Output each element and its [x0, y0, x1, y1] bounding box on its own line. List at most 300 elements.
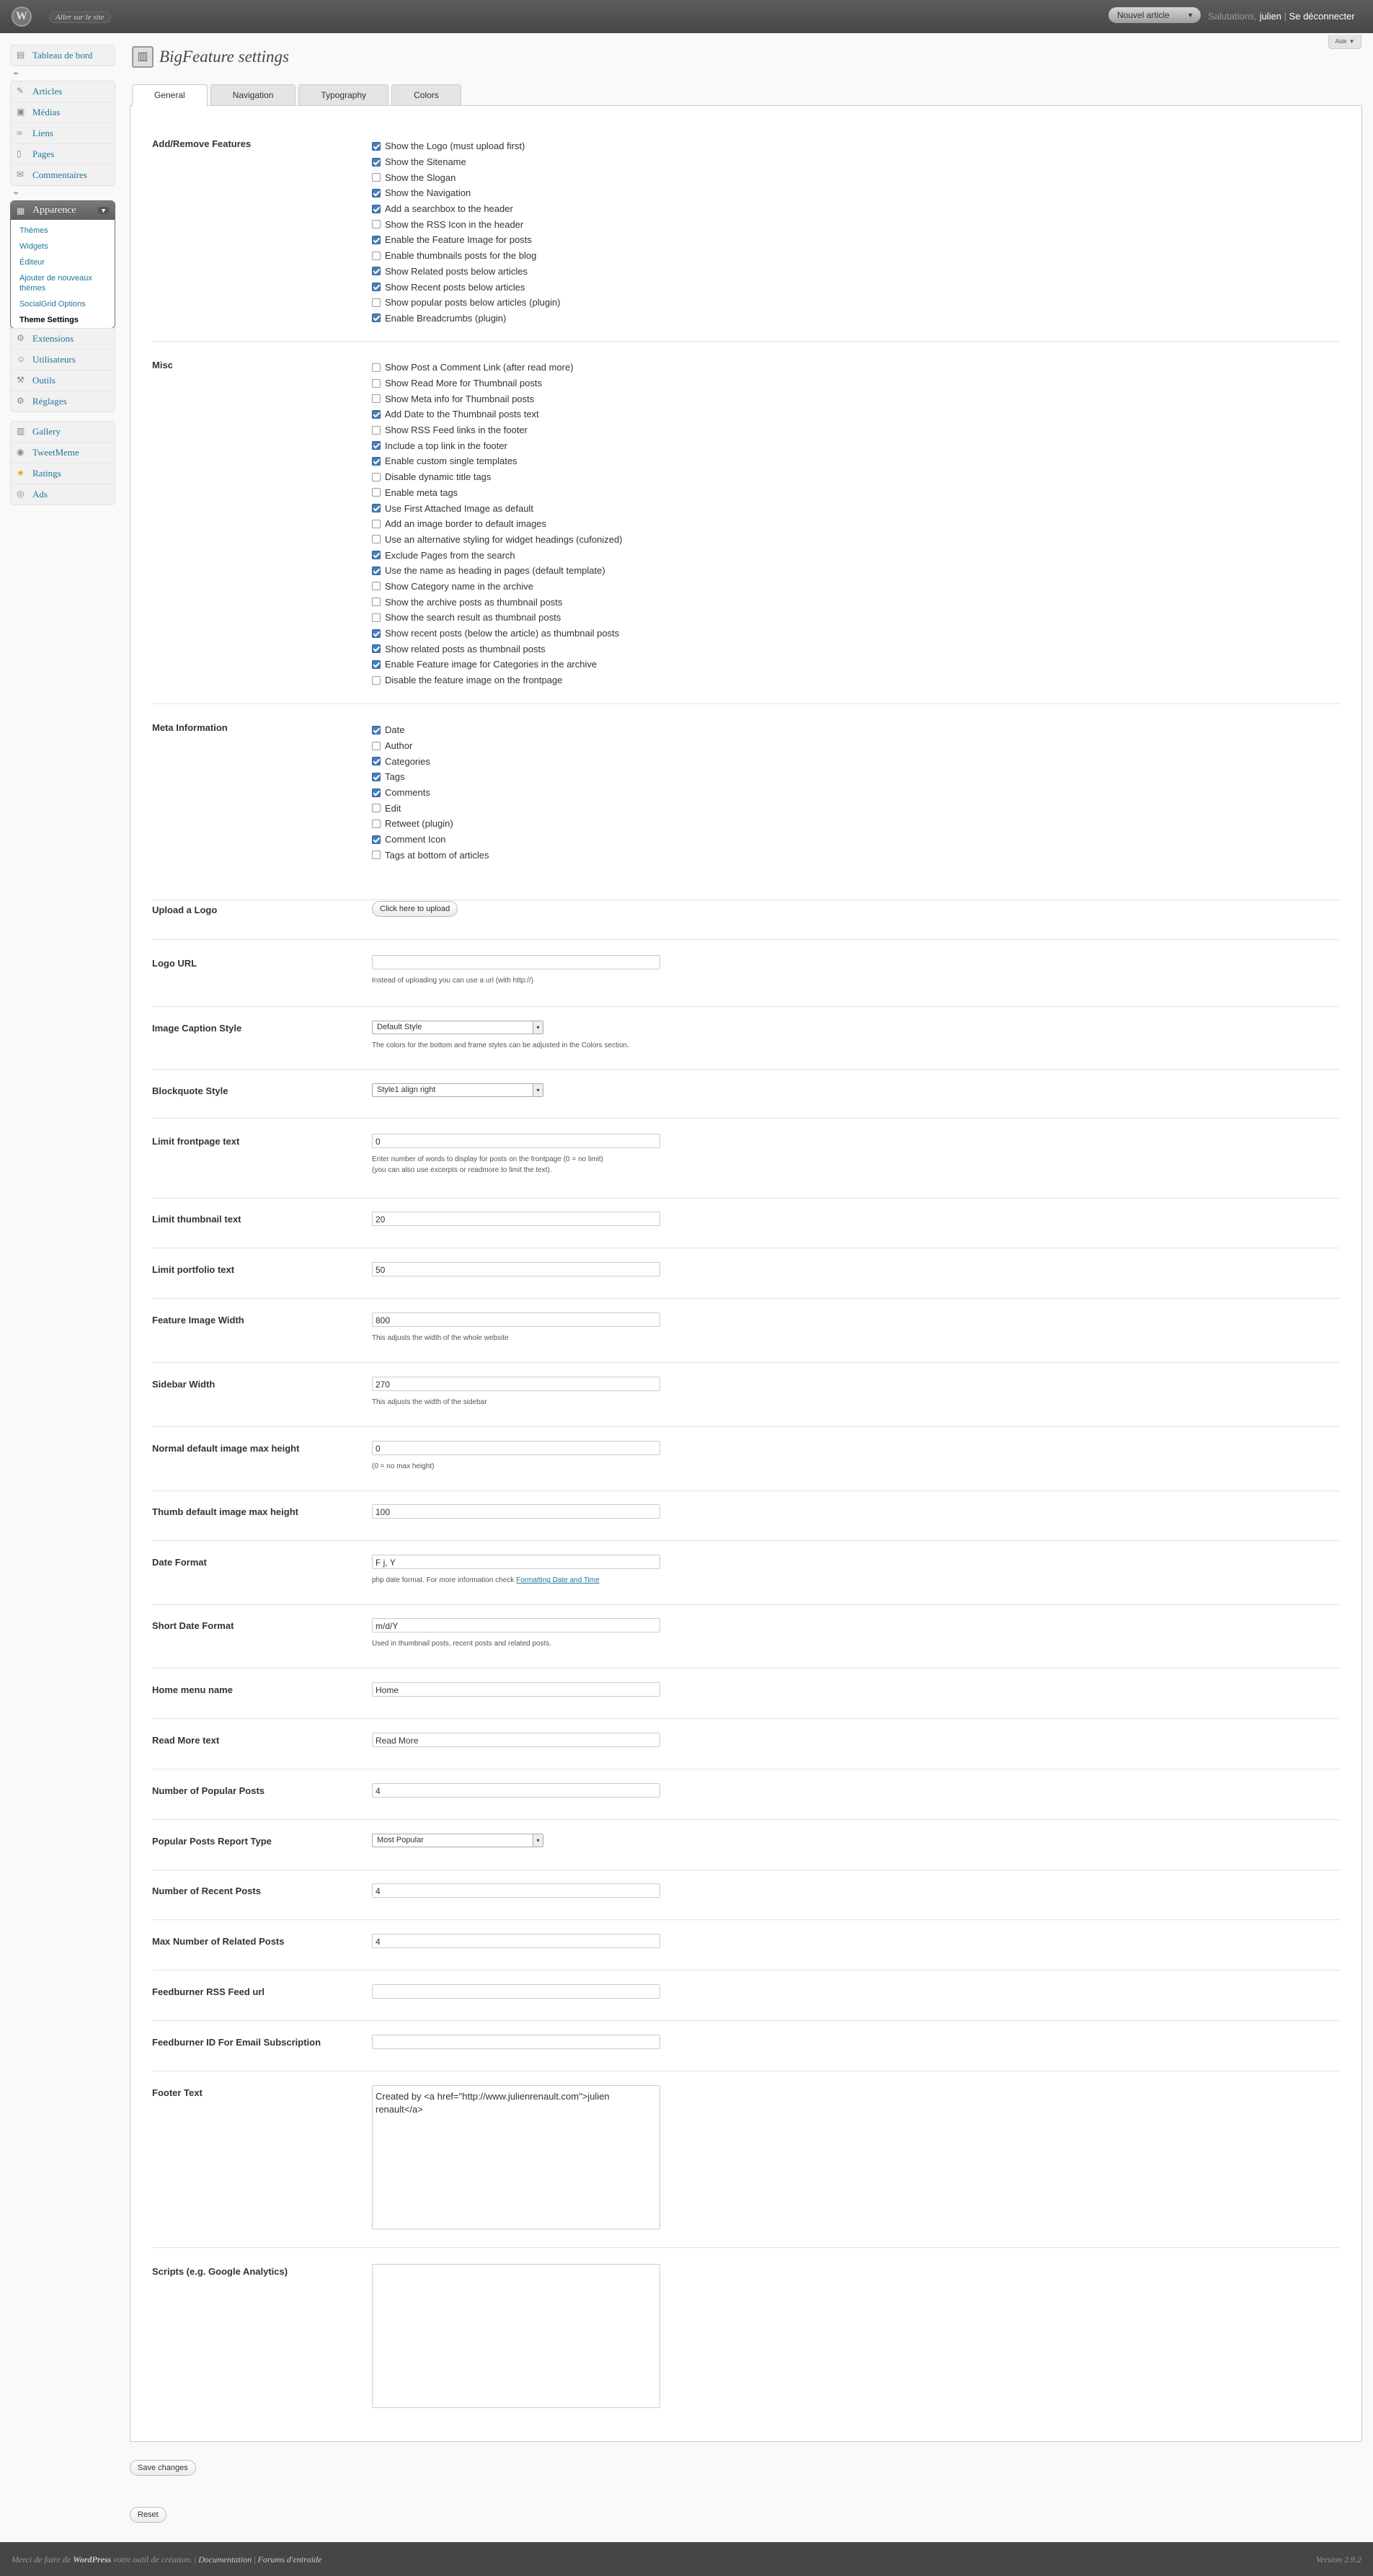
checkbox-list	[372, 360, 623, 688]
menu-item-label: Médias	[32, 107, 61, 117]
limit-thumbnail-input[interactable]: 20	[372, 1212, 660, 1226]
checkbox-option[interactable]	[372, 201, 561, 217]
menu-item-label: Tableau de bord	[32, 50, 93, 61]
checkbox-option[interactable]	[372, 438, 623, 453]
checkbox-checked[interactable]	[372, 189, 381, 197]
menu-group-content	[10, 81, 115, 186]
section-label: Sidebar Width	[152, 1379, 215, 1390]
menu-item-dashboard[interactable]	[11, 45, 115, 66]
checkbox-option[interactable]	[372, 547, 623, 563]
caption-style-help: The colors for the bottom and frame styles can be adjusted in the Colors section.	[372, 1041, 629, 1049]
checkbox-option[interactable]	[372, 626, 623, 641]
section-logo-url	[152, 958, 1340, 1007]
caption-style-select[interactable]	[372, 1021, 543, 1034]
dashboard-icon: ▤	[17, 50, 25, 60]
reset-button[interactable]: Reset	[130, 2507, 166, 2523]
section-feedburner-id	[152, 2037, 1340, 2071]
checkbox-label: Show popular posts below articles (plugin)	[385, 297, 561, 308]
checkbox-option[interactable]	[372, 453, 623, 469]
recent-count-input[interactable]: 4	[372, 1883, 660, 1898]
checkbox-checked[interactable]	[372, 757, 381, 765]
section-label: Thumb default image max height	[152, 1506, 298, 1517]
submenu-item-theme-settings[interactable]: Theme Settings	[19, 316, 79, 324]
tab-typography[interactable]: Typography	[298, 84, 388, 106]
menu-item-label: Utilisateurs	[32, 354, 76, 365]
section-limit-thumbnail-text	[152, 1214, 1340, 1248]
section-label: Feedburner ID For Email Subscription	[152, 2037, 321, 2048]
checkbox-checked[interactable]	[372, 726, 381, 734]
checkbox-option[interactable]	[372, 185, 561, 201]
checkbox-checked[interactable]	[372, 629, 381, 638]
save-changes-button[interactable]: Save changes	[130, 2460, 196, 2476]
checkbox-checked[interactable]	[372, 236, 381, 244]
admin-footer	[0, 2542, 1373, 2576]
checkbox-option[interactable]	[372, 264, 561, 280]
blockquote-style-value: Style1 align right	[377, 1085, 436, 1094]
submenu-item-socialgrid[interactable]: SocialGrid Options	[19, 300, 86, 308]
menu-item-settings[interactable]	[11, 391, 115, 412]
menu-item-tweetmeme[interactable]	[11, 442, 115, 463]
wordpress-logo-icon[interactable]: W	[12, 6, 32, 27]
submenu-item-add-themes[interactable]: Ajouter de nouveaux thèmes	[19, 274, 92, 293]
checkbox-label: Author	[385, 740, 413, 752]
checkbox-label: Show Related posts below articles	[385, 265, 528, 277]
checkbox-label: Tags at bottom of articles	[385, 849, 489, 861]
limit-portfolio-input[interactable]: 50	[372, 1262, 660, 1276]
checkbox-unchecked[interactable]	[372, 535, 381, 543]
checkbox-option[interactable]	[372, 216, 561, 232]
checkbox-label: Show the RSS Icon in the header	[385, 218, 524, 230]
checkbox-unchecked[interactable]	[372, 742, 381, 750]
checkbox-option[interactable]	[372, 516, 623, 532]
checkbox-unchecked[interactable]	[372, 298, 381, 307]
menu-group-plugins	[10, 421, 115, 505]
comment-icon: ✉	[17, 169, 25, 179]
menu-item-label: Liens	[32, 128, 53, 138]
link-icon: ∞	[17, 128, 23, 138]
checkbox-label: Show Post a Comment Link (after read more)	[385, 362, 574, 373]
menu-item-plugins[interactable]	[11, 329, 115, 349]
submenu-item-editor[interactable]: Éditeur	[19, 258, 45, 267]
section-popular-posts-count	[152, 1785, 1340, 1820]
popular-report-value: Most Popular	[377, 1836, 424, 1844]
popular-report-select[interactable]	[372, 1834, 543, 1847]
checkbox-option[interactable]	[372, 848, 489, 863]
related-count-input[interactable]: 4	[372, 1934, 660, 1948]
logo-url-input[interactable]	[372, 955, 660, 969]
checkbox-label: Disable dynamic title tags	[385, 471, 492, 483]
limit-frontpage-input[interactable]: 0	[372, 1134, 660, 1148]
checkbox-checked[interactable]	[372, 835, 381, 844]
visit-site-link[interactable]: Aller sur le site	[49, 12, 111, 23]
checkbox-unchecked[interactable]	[372, 850, 381, 859]
page-title: BigFeature settings	[159, 48, 289, 66]
new-post-button[interactable]	[1108, 7, 1201, 23]
media-icon: ▣	[17, 107, 25, 117]
section-label: Popular Posts Report Type	[152, 1836, 272, 1847]
checkbox-label: Show Recent posts below articles	[385, 281, 525, 293]
checkbox-option[interactable]	[372, 816, 489, 832]
checkbox-unchecked[interactable]	[372, 676, 381, 685]
menu-item-gallery[interactable]	[11, 422, 115, 442]
section-read-more-text	[152, 1735, 1340, 1769]
section-label: Misc	[152, 360, 173, 370]
checkbox-option[interactable]	[372, 785, 489, 801]
checkbox-unchecked[interactable]	[372, 473, 381, 481]
section-home-menu-name	[152, 1684, 1340, 1719]
new-post-label: Nouvel article	[1117, 10, 1170, 20]
checkbox-label: Retweet (plugin)	[385, 818, 453, 830]
checkbox-checked[interactable]	[372, 142, 381, 151]
read-more-input[interactable]: Read More	[372, 1733, 660, 1747]
checkbox-unchecked[interactable]	[372, 379, 381, 388]
section-label: Feedburner RSS Feed url	[152, 1986, 265, 1997]
menu-item-label: Réglages	[32, 396, 67, 407]
menu-item-label: Articles	[32, 86, 63, 97]
forums-link[interactable]: Forums d'entraide	[257, 2554, 322, 2564]
checkbox-label: Add a searchbox to the header	[385, 203, 513, 215]
star-icon: ★	[17, 468, 25, 478]
menu-item-label: Gallery	[32, 426, 61, 437]
submenu-item-widgets[interactable]: Widgets	[19, 242, 48, 251]
separator: |	[1284, 11, 1287, 22]
checkbox-option[interactable]	[372, 422, 623, 438]
checkbox-label: Categories	[385, 755, 430, 767]
section-label: Limit thumbnail text	[152, 1214, 241, 1225]
checkbox-label: Enable meta tags	[385, 487, 458, 498]
section-label: Meta Information	[152, 722, 228, 733]
checkbox-label: Use First Attached Image as default	[385, 502, 533, 514]
checkbox-unchecked[interactable]	[372, 173, 381, 182]
section-meta-information	[152, 722, 1340, 900]
date-format-input[interactable]: F j, Y	[372, 1555, 660, 1569]
checkbox-label: Enable the Feature Image for posts	[385, 234, 532, 246]
checkbox-option[interactable]	[372, 672, 623, 688]
menu-item-comments[interactable]	[11, 164, 115, 185]
checkbox-checked[interactable]	[372, 660, 381, 669]
menu-item-tools[interactable]	[11, 370, 115, 391]
help-button[interactable]	[1328, 35, 1361, 49]
menu-item-label: Ads	[32, 489, 48, 499]
checkbox-checked[interactable]	[372, 567, 381, 575]
feedburner-url-input[interactable]	[372, 1984, 660, 1999]
checkbox-checked[interactable]	[372, 551, 381, 559]
section-label: Logo URL	[152, 958, 197, 969]
checkbox-label: Use an alternative styling for widget headings (cufonized)	[385, 533, 623, 545]
chevron-down-icon: ▾	[533, 1834, 543, 1847]
checkbox-option[interactable]	[372, 154, 561, 170]
feedburner-id-input[interactable]	[372, 2035, 660, 2049]
section-label: Read More text	[152, 1735, 220, 1746]
checkbox-label: Enable custom single templates	[385, 456, 517, 467]
checkbox-label: Show Meta info for Thumbnail posts	[385, 393, 535, 404]
section-label: Image Caption Style	[152, 1023, 242, 1034]
section-add-remove-features	[152, 138, 1340, 342]
menu-item-label: Commentaires	[32, 169, 87, 180]
checkbox-option[interactable]	[372, 722, 489, 738]
checkbox-unchecked[interactable]	[372, 363, 381, 372]
section-feedburner-url	[152, 1986, 1340, 2021]
checkbox-label: Edit	[385, 802, 401, 814]
scripts-textarea[interactable]	[372, 2264, 660, 2408]
popular-count-input[interactable]: 4	[372, 1783, 660, 1798]
checkbox-checked[interactable]	[372, 314, 381, 322]
section-label: Footer Text	[152, 2087, 203, 2098]
checkbox-label: Show the search result as thumbnail posts	[385, 612, 561, 623]
section-date-format	[152, 1557, 1340, 1605]
checkbox-option[interactable]	[372, 169, 561, 185]
feature-width-input[interactable]: 800	[372, 1313, 660, 1327]
checkbox-unchecked[interactable]	[372, 598, 381, 606]
checkbox-option[interactable]	[372, 563, 623, 579]
checkbox-unchecked[interactable]	[372, 426, 381, 435]
checkbox-option[interactable]	[372, 753, 489, 769]
section-footer-text	[152, 2087, 1340, 2248]
checkbox-label: Include a top link in the footer	[385, 440, 507, 451]
section-image-caption-style	[152, 1023, 1340, 1070]
section-normal-image-max-height	[152, 1443, 1340, 1491]
checkbox-label: Show recent posts (below the article) as thumbnail posts	[385, 628, 620, 639]
separator: |	[254, 2554, 256, 2564]
version-text: Version 2.9.2	[1316, 2554, 1361, 2564]
checkbox-unchecked[interactable]	[372, 804, 381, 812]
settings-icon: ⚙	[17, 396, 25, 406]
section-upload-logo	[152, 905, 1340, 940]
checkbox-option[interactable]	[372, 469, 623, 485]
checkbox-unchecked[interactable]	[372, 520, 381, 528]
menu-item-ratings[interactable]	[11, 463, 115, 484]
checkbox-label: Show the Sitename	[385, 156, 466, 168]
menu-item-appearance[interactable]	[11, 201, 115, 220]
checkbox-unchecked[interactable]	[372, 613, 381, 622]
checkbox-checked[interactable]	[372, 410, 381, 419]
chevron-down-icon: ▾	[533, 1021, 543, 1034]
checkbox-option[interactable]	[372, 657, 623, 672]
footer-text-textarea[interactable]: Created by <a href="http://www.julienrenault.com">julien renault</a>	[372, 2085, 660, 2229]
checkbox-label: Date	[385, 724, 405, 736]
tab-general[interactable]: General	[132, 84, 208, 107]
section-label: Limit frontpage text	[152, 1136, 240, 1147]
section-misc	[152, 360, 1340, 704]
checkbox-option[interactable]	[372, 532, 623, 548]
checkbox-option[interactable]	[372, 500, 623, 516]
checkbox-option[interactable]	[372, 832, 489, 848]
checkbox-checked[interactable]	[372, 789, 381, 797]
checkbox-option[interactable]	[372, 138, 561, 154]
short-date-input[interactable]: m/d/Y	[372, 1618, 660, 1633]
checkbox-option[interactable]	[372, 407, 623, 422]
footer-credits	[12, 2554, 321, 2565]
sidebar-width-help: This adjusts the width of the sidebar	[372, 1398, 487, 1406]
submenu-item-themes[interactable]: Thèmes	[19, 226, 48, 235]
menu-group-appearance	[10, 200, 115, 329]
checkbox-checked[interactable]	[372, 267, 381, 275]
documentation-link[interactable]: Documentation	[198, 2554, 252, 2564]
greeting-text: Salutations,	[1208, 11, 1257, 22]
wordpress-link[interactable]: WordPress	[73, 2554, 112, 2564]
checkbox-option[interactable]	[372, 279, 561, 295]
limit-frontpage-help	[372, 1154, 660, 1176]
menu-item-label: Outils	[32, 375, 55, 386]
menu-item-links[interactable]	[11, 123, 115, 143]
ads-icon: ◎	[17, 489, 25, 499]
help-line: Enter number of words to display for posts on the frontpage (0 = no limit)	[372, 1155, 603, 1163]
checkbox-unchecked[interactable]	[372, 488, 381, 497]
checkbox-label: Use the name as heading in pages (default template)	[385, 565, 605, 577]
section-label: Number of Recent Posts	[152, 1886, 261, 1896]
footer-prefix: Merci de faire de	[12, 2554, 71, 2564]
checkbox-label: Enable Feature image for Categories in the archive	[385, 659, 597, 670]
menu-item-ads[interactable]	[11, 484, 115, 505]
user-link[interactable]: julien	[1259, 11, 1281, 22]
menu-group-admin	[10, 328, 115, 412]
checkbox-unchecked[interactable]	[372, 582, 381, 590]
checkbox-label: Exclude Pages from the search	[385, 549, 515, 561]
section-scripts	[152, 2266, 1340, 2429]
section-label: Short Date Format	[152, 1620, 234, 1631]
checkbox-label: Show RSS Feed links in the footer	[385, 425, 528, 436]
section-limit-frontpage-text	[152, 1136, 1340, 1199]
checkbox-label: Show the Navigation	[385, 187, 471, 199]
checkbox-checked[interactable]	[372, 205, 381, 213]
section-label: Scripts (e.g. Google Analytics)	[152, 2266, 288, 2277]
formatting-date-link[interactable]: Formatting Date and Time	[516, 1576, 600, 1584]
checkbox-label: Comments	[385, 787, 430, 799]
menu-separator: ◂▸	[13, 190, 19, 196]
checkbox-unchecked[interactable]	[372, 252, 381, 260]
checkbox-option[interactable]	[372, 295, 561, 311]
checkbox-option[interactable]	[372, 311, 561, 327]
checkbox-option[interactable]	[372, 738, 489, 754]
chevron-down-icon[interactable]: ▼	[1187, 12, 1194, 19]
checkbox-option[interactable]	[372, 769, 489, 785]
section-limit-portfolio-text	[152, 1264, 1340, 1299]
checkbox-option[interactable]	[372, 800, 489, 816]
checkbox-label: Show the Logo (must upload first)	[385, 141, 525, 152]
page-icon: ▯	[17, 148, 22, 159]
admin-header	[0, 0, 1373, 33]
tab-colors[interactable]: Colors	[391, 84, 461, 106]
home-menu-input[interactable]: Home	[372, 1682, 660, 1697]
checkbox-option[interactable]	[372, 485, 623, 501]
menu-item-label: TweetMeme	[32, 447, 79, 458]
checkbox-option[interactable]	[372, 232, 561, 248]
menu-item-pages[interactable]	[11, 143, 115, 164]
settings-tabs	[132, 84, 464, 106]
appearance-submenu	[11, 223, 115, 328]
checkbox-unchecked[interactable]	[372, 220, 381, 228]
section-thumb-image-max-height	[152, 1506, 1340, 1541]
tweetmeme-icon: ◉	[17, 447, 25, 457]
checkbox-label: Enable thumbnails posts for the blog	[385, 250, 537, 262]
help-text: php date format. For more information check	[372, 1576, 515, 1584]
feature-width-help: This adjusts the width of the whole website	[372, 1334, 509, 1342]
blockquote-style-select[interactable]	[372, 1083, 543, 1097]
appearance-icon: ▦	[17, 205, 25, 216]
checkbox-checked[interactable]	[372, 644, 381, 653]
checkbox-option[interactable]	[372, 610, 623, 626]
upload-logo-button[interactable]: Click here to upload	[372, 901, 458, 917]
menu-item-label: Extensions	[32, 333, 74, 344]
sidebar-width-input[interactable]: 270	[372, 1377, 660, 1391]
menu-item-users[interactable]	[11, 349, 115, 370]
checkbox-checked[interactable]	[372, 457, 381, 466]
checkbox-checked[interactable]	[372, 504, 381, 512]
checkbox-option[interactable]	[372, 360, 623, 376]
checkbox-option[interactable]	[372, 641, 623, 657]
checkbox-unchecked[interactable]	[372, 394, 381, 403]
short-date-help: Used in thumbnail posts, recent posts and related posts.	[372, 1640, 552, 1648]
menu-item-articles[interactable]	[11, 81, 115, 102]
section-short-date-format	[152, 1620, 1340, 1669]
checkbox-label: Tags	[385, 771, 405, 783]
section-label: Add/Remove Features	[152, 138, 252, 149]
checkbox-checked[interactable]	[372, 773, 381, 781]
section-label: Normal default image max height	[152, 1443, 300, 1454]
tab-navigation[interactable]: Navigation	[210, 84, 296, 106]
section-feature-image-width	[152, 1315, 1340, 1363]
plugin-icon: ⚙	[17, 333, 25, 343]
section-blockquote-style	[152, 1085, 1340, 1119]
checkbox-option[interactable]	[372, 391, 623, 407]
help-line: (you can also use excerpts or readmore to limit the text).	[372, 1166, 552, 1174]
section-label: Upload a Logo	[152, 905, 218, 915]
date-format-help	[372, 1575, 660, 1586]
checkbox-checked[interactable]	[372, 441, 381, 450]
checkbox-checked[interactable]	[372, 283, 381, 291]
checkbox-unchecked[interactable]	[372, 820, 381, 828]
section-label: Limit portfolio text	[152, 1264, 235, 1275]
normal-max-height-input[interactable]: 0	[372, 1441, 660, 1455]
checkbox-option[interactable]	[372, 579, 623, 595]
section-label: Blockquote Style	[152, 1085, 228, 1096]
menu-item-media[interactable]	[11, 102, 115, 123]
chevron-down-icon: ▾	[533, 1084, 543, 1096]
section-related-posts-count	[152, 1936, 1340, 1971]
users-icon: ☺	[17, 354, 26, 364]
pin-icon: ✎	[17, 86, 25, 96]
section-popular-report-type	[152, 1836, 1340, 1870]
caption-style-value: Default Style	[377, 1023, 422, 1031]
theme-settings-icon: ▥	[132, 46, 154, 68]
checkbox-label: Enable Breadcrumbs (plugin)	[385, 312, 507, 324]
checkbox-option[interactable]	[372, 376, 623, 391]
tools-icon: ⚒	[17, 375, 25, 385]
thumb-max-height-input[interactable]: 100	[372, 1504, 660, 1519]
section-label: Date Format	[152, 1557, 207, 1568]
section-recent-posts-count	[152, 1886, 1340, 1920]
menu-item-label: Ratings	[32, 468, 61, 479]
logout-link[interactable]: Se déconnecter	[1289, 11, 1355, 22]
chevron-down-icon: ▼	[1348, 38, 1355, 45]
checkbox-label: Show Read More for Thumbnail posts	[385, 378, 542, 389]
checkbox-option[interactable]	[372, 248, 561, 264]
checkbox-label: Disable the feature image on the frontpage	[385, 675, 563, 686]
checkbox-checked[interactable]	[372, 158, 381, 166]
checkbox-list	[372, 722, 489, 863]
help-label: Aide	[1335, 38, 1347, 45]
checkbox-label: Show related posts as thumbnail posts	[385, 643, 546, 654]
menu-item-label: Pages	[32, 148, 55, 159]
section-label: Home menu name	[152, 1684, 233, 1695]
checkbox-label: Add Date to the Thumbnail posts text	[385, 409, 539, 420]
separator: |	[194, 2554, 197, 2564]
checkbox-label: Show Category name in the archive	[385, 580, 533, 592]
chevron-down-icon[interactable]: ▼	[98, 207, 109, 214]
checkbox-label: Show the archive posts as thumbnail posts	[385, 596, 563, 608]
checkbox-option[interactable]	[372, 594, 623, 610]
menu-item-label: Apparence	[32, 205, 76, 216]
